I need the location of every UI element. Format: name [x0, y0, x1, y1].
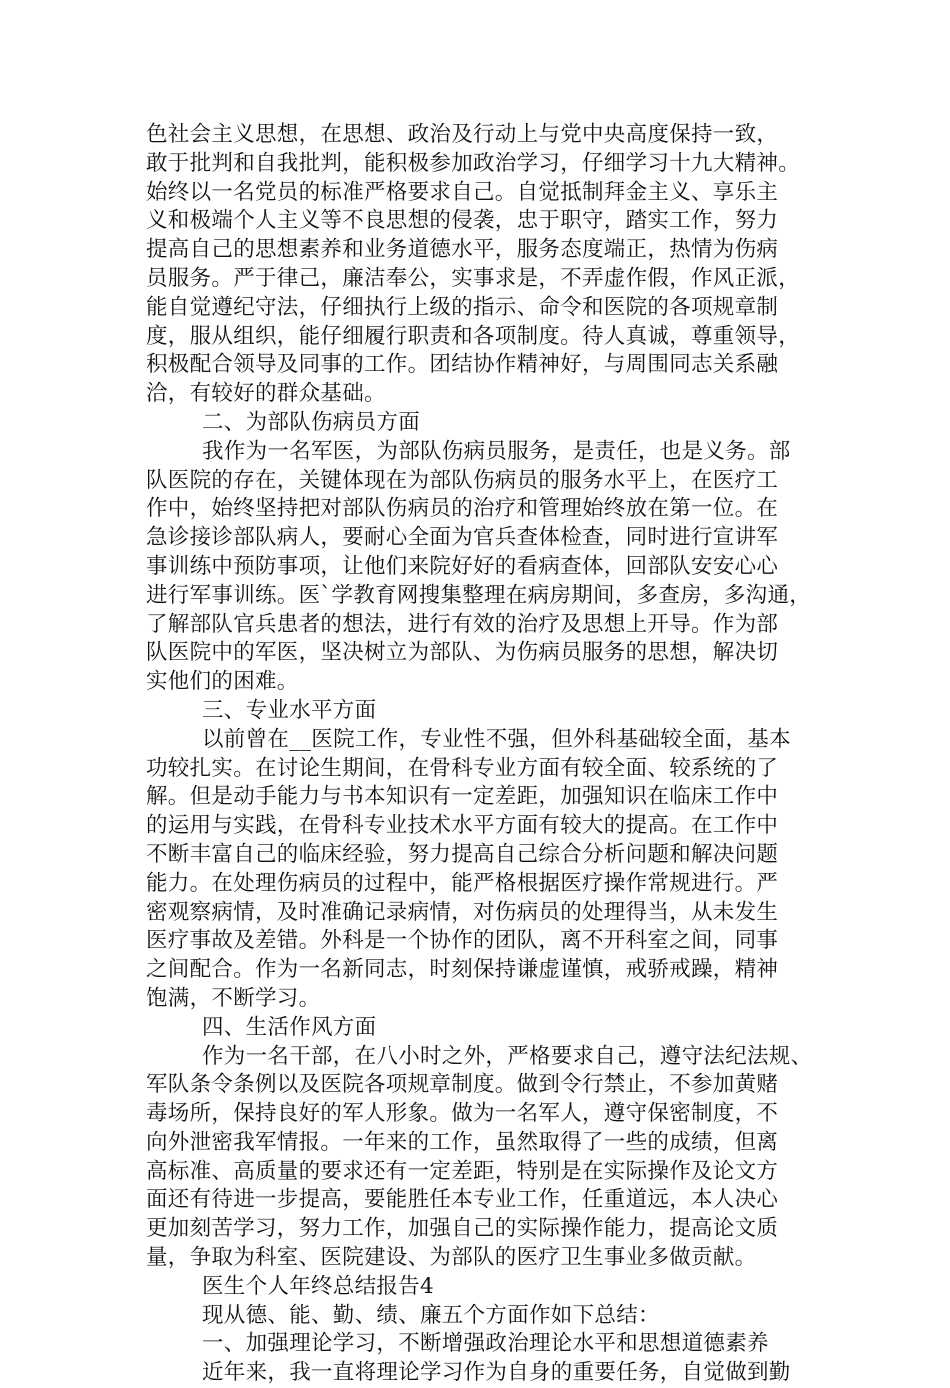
text-line: 员服务。严于律己，廉洁奉公，实事求是，不弄虚作假，作风正派， — [146, 265, 801, 291]
text-line: 的运用与实践，在骨科专业技术水平方面有较大的提高。在工作中 — [146, 813, 779, 839]
text-line: 密观察病情，及时准确记录病情，对伤病员的处理得当，从未发生 — [146, 899, 779, 925]
text-line: 能力。在处理伤病员的过程中，能严格根据医疗操作常规进行。严 — [146, 870, 779, 896]
text-line: 医疗事故及差错。外科是一个协作的团队，离不开科室之间，同事 — [146, 928, 779, 954]
text-line: 面还有待进一步提高，要能胜任本专业工作，任重道远，本人决心 — [146, 1187, 779, 1213]
text-line: 军队条令条例以及医院各项规章制度。做到令行禁止，不参加黄赌 — [146, 1072, 779, 1098]
text-line: 向外泄密我军情报。一年来的工作，虽然取得了一些的成绩，但离 — [146, 1129, 779, 1155]
text-line: 始终以一名党员的标准严格要求自己。自觉抵制拜金主义、享乐主 — [146, 179, 779, 205]
text-line: 饱满，不断学习。 — [146, 985, 321, 1011]
text-line: 功较扎实。在讨论生期间，在骨科专业方面有较全面、较系统的了 — [146, 755, 779, 781]
text-line: 实他们的困难。 — [146, 669, 299, 695]
text-line: 高标准、高质量的要求还有一定差距，特别是在实际操作及论文方 — [146, 1158, 779, 1184]
text-line: 提高自己的思想素养和业务道德水平，服务态度端正，热情为伤病 — [146, 237, 779, 263]
text-line: 量，争取为科室、医院建设、为部队的医疗卫生事业多做贡献。 — [146, 1245, 757, 1271]
text-line: 事训练中预防事项，让他们来院好好的看病查体，回部队安安心心 — [146, 553, 779, 579]
text-line: 队医院中的军医，坚决树立为部队、为伤病员服务的思想，解决切 — [146, 640, 779, 666]
text-line: 毒场所，保持良好的军人形象。做为一名军人，遵守保密制度，不 — [146, 1101, 779, 1127]
text-line: 更加刻苦学习，努力工作，加强自己的实际操作能力，提高论文质 — [146, 1216, 779, 1242]
text-line: 进行军事训练。医`学教育网搜集整理在病房期间，多查房，多沟通， — [146, 582, 812, 608]
text-line: 我作为一名军医，为部队伤病员服务，是责任，也是义务。部 — [202, 438, 791, 464]
text-line: 急诊接诊部队病人，要耐心全面为官兵查体检查，同时进行宣讲军 — [146, 525, 779, 551]
text-line: 不断丰富自己的临床经验，努力提高自己综合分析问题和解决问题 — [146, 841, 779, 867]
text-line: 解。但是动手能力与书本知识有一定差距，加强知识在临床工作中 — [146, 784, 779, 810]
document-body — [146, 121, 836, 1388]
text-line: 洽，有较好的群众基础。 — [146, 381, 386, 407]
text-line: 队医院的存在，关键体现在为部队伤病员的服务水平上，在医疗工 — [146, 467, 779, 493]
text-line: 二、为部队伤病员方面 — [202, 409, 421, 435]
text-line: 之间配合。作为一名新同志，时刻保持谦虚谨慎，戒骄戒躁，精神 — [146, 957, 779, 983]
text-line: 作为一名干部，在八小时之外，严格要求自己，遵守法纪法规、 — [202, 1043, 813, 1069]
text-line: 能自觉遵纪守法，仔细执行上级的指示、命令和医院的各项规章制 — [146, 294, 779, 320]
text-line: 现从德、能、勤、绩、廉五个方面作如下总结： — [202, 1302, 660, 1328]
text-line: 医生个人年终总结报告4 — [202, 1273, 434, 1299]
text-line: 一、加强理论学习，不断增强政治理论水平和思想道德素养 — [202, 1331, 769, 1357]
text-line: 四、生活作风方面 — [202, 1014, 377, 1040]
text-line: 度，服从组织，能仔细履行职责和各项制度。待人真诚，尊重领导， — [146, 323, 801, 349]
text-line: 色社会主义思想，在思想、政治及行动上与党中央高度保持一致， — [146, 122, 779, 147]
text-line: 了解部队官兵患者的想法，进行有效的治疗及思想上开导。作为部 — [146, 611, 779, 637]
text-line: 积极配合领导及同事的工作。团结协作精神好，与周围同志关系融 — [146, 352, 779, 378]
text-line: 敢于批判和自我批判，能积极参加政治学习，仔细学习十九大精神。 — [146, 150, 801, 176]
text-line: 以前曾在__医院工作，专业性不强，但外科基础较全面，基本 — [202, 726, 791, 752]
text-line: 近年来，我一直将理论学习作为自身的重要任务，自觉做到勤 — [202, 1360, 791, 1386]
text-line: 义和极端个人主义等不良思想的侵袭，忠于职守，踏实工作，努力 — [146, 208, 779, 234]
text-line: 作中，始终坚持把对部队伤病员的治疗和管理始终放在第一位。在 — [146, 496, 779, 522]
text-line: 三、专业水平方面 — [202, 697, 377, 723]
